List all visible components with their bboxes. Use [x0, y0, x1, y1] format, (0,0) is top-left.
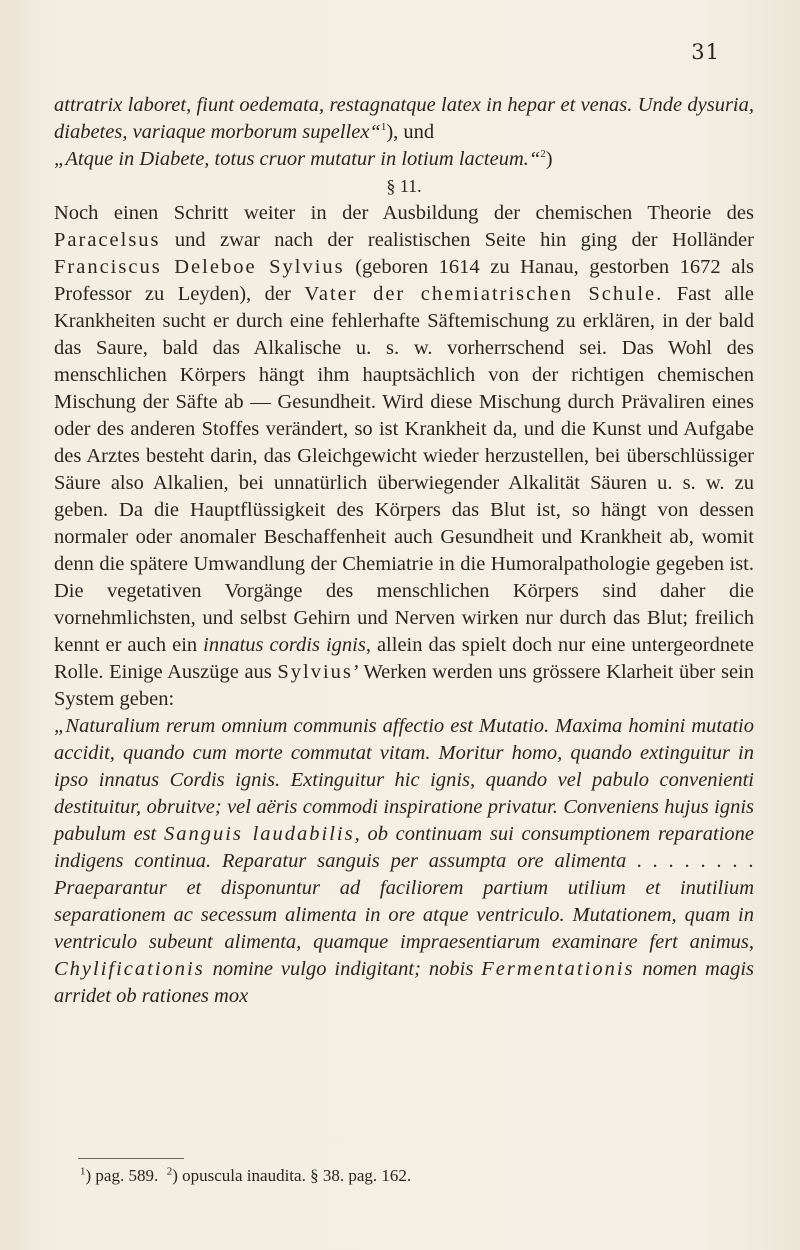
footnote-mark-2: 2 — [166, 1165, 173, 1178]
footnote-2: ) opuscula inaudita. § 38. pag. 162. — [172, 1166, 412, 1185]
paragraph-sylvius — [54, 200, 754, 713]
latin-quote-diabetes: „Atque in Diabete, totus cruor mutatur in lotium lacteum.“ — [54, 148, 541, 170]
para-text-6: ’ Werken werden uns grössere Klarheit über sein System geben: — [54, 661, 754, 710]
para-text-3: (geboren 1614 zu Hanau, gestorben 1672 als Professor zu Leyden), der — [54, 256, 754, 305]
latin-line-2: Unde dysuria, diabetes, variaque morborum supellex“ — [54, 94, 755, 143]
latin-line-1: attratrix laboret, fiunt oedemata, restagnatque latex in hepar et venas. — [54, 94, 633, 116]
footnote-mark-1: 1 — [80, 1165, 86, 1178]
term-fermentationis: Fermentationis — [481, 958, 635, 980]
para-text-1: Noch einen Schritt weiter in der Ausbildung der chemischen Theorie des — [54, 202, 754, 224]
footnote-1: ) pag. 589. — [85, 1166, 159, 1185]
name-paracelsus: Paracelsus — [54, 229, 161, 251]
footnote-ref-1[interactable]: 1 — [380, 121, 387, 134]
latin-quote-sylvius — [54, 713, 754, 1010]
para-text-5: , allein das spielt doch nur eine untergeordnete Rolle. Einige Auszüge aus — [54, 634, 754, 683]
name-sylvius: Sylvius — [277, 661, 353, 683]
footnotes — [80, 1166, 411, 1186]
section-heading: § 11. — [386, 176, 422, 196]
latin-line-2-tail: ), und — [386, 121, 435, 143]
main-text — [54, 92, 754, 1010]
quote-text-2: , ob continuam sui consumptionem reparatione indigens continua. Reparatur sanguis per assumpta ore alimenta . . . . . . . . Praeparantur et disponuntur ad faciliorem partium utilium et inutilium separationem ac secessum alimenta in ore atque ventriculo. Mutationem, quam in ventriculo subeunt alimenta, quamque impraesentiarum examinare fert animus, — [54, 823, 754, 953]
latin-line-3 — [54, 146, 754, 173]
page-number: 31 — [691, 40, 720, 64]
name-sylvius-full: Franciscus Deleboe Sylvius — [54, 256, 345, 278]
term-chylificationis: Chylificationis — [54, 958, 205, 980]
latin-quote-continued — [54, 92, 754, 146]
para-text-4: Fast alle Krankheiten sucht er durch eine fehlerhafte Säftemischung zu erklären, in der bald das Saure, bald das Alkalische u. s. w. vorherrschend sei. Das Wohl des menschlichen Körpers hängt ihm hauptsächlich von der richtigen chemischen Mischung der Säfte ab — Gesundheit. Wird diese Mischung durch Prävaliren eines oder des anderen Stoffes verändert, so ist Krankheit da, und die Kunst und Aufgabe des Arztes besteht darin, das Gleichgewicht wieder herzustellen, bei überschlüssiger Säure also Alkalien, bei unnatürlich überwiegender Alkalität Säuren u. s. w. zu geben. Da die Hauptflüssigkeit des Körpers das Blut ist, so hängt von dessen normaler oder anomaler Beschaffenheit auch Gesundheit und Krankheit ab, womit denn die spätere Umwandlung der Chemiatrie in die Humoralpathologie gegeben ist. Die vegetativen Vorgänge des menschlichen Körpers sind daher die vornehmlichsten, und selbst Gehirn und Nerven wirken nur durch das Blut; freilich kennt er auch ein — [54, 283, 754, 656]
para-text-2: und zwar nach der realistischen Seite hin ging der Holländer — [160, 229, 754, 251]
footnote-ref-2[interactable]: 2 — [540, 148, 546, 161]
footnote-divider — [78, 1158, 184, 1159]
term-innatus-cordis-ignis: innatus cordis ignis — [203, 634, 366, 656]
quote-text-1: „Naturalium rerum omnium communis affectio est Mutatio. Maxima homini mutatio accidit, quando cum morte commutat vitam. Moritur homo, quando extinguitur in ipso innatus Cordis ignis. Extinguitur hic ignis, quando vel pabulo convenienti destituitur, obruitve; vel aëris commodi inspiratione privatur. Conveniens hujus ignis pabulum est — [54, 715, 754, 845]
latin-line-3-tail: ) — [545, 148, 553, 170]
term-sanguis-laudabilis: Sanguis laudabilis — [163, 823, 355, 845]
quote-text-3: nomine vulgo indigitant; nobis — [204, 958, 482, 980]
term-chemiatric-school: Vater der chemiatrischen Schule. — [304, 283, 664, 305]
quote-text-4: nomen magis arridet ob rationes mox — [54, 958, 754, 1007]
